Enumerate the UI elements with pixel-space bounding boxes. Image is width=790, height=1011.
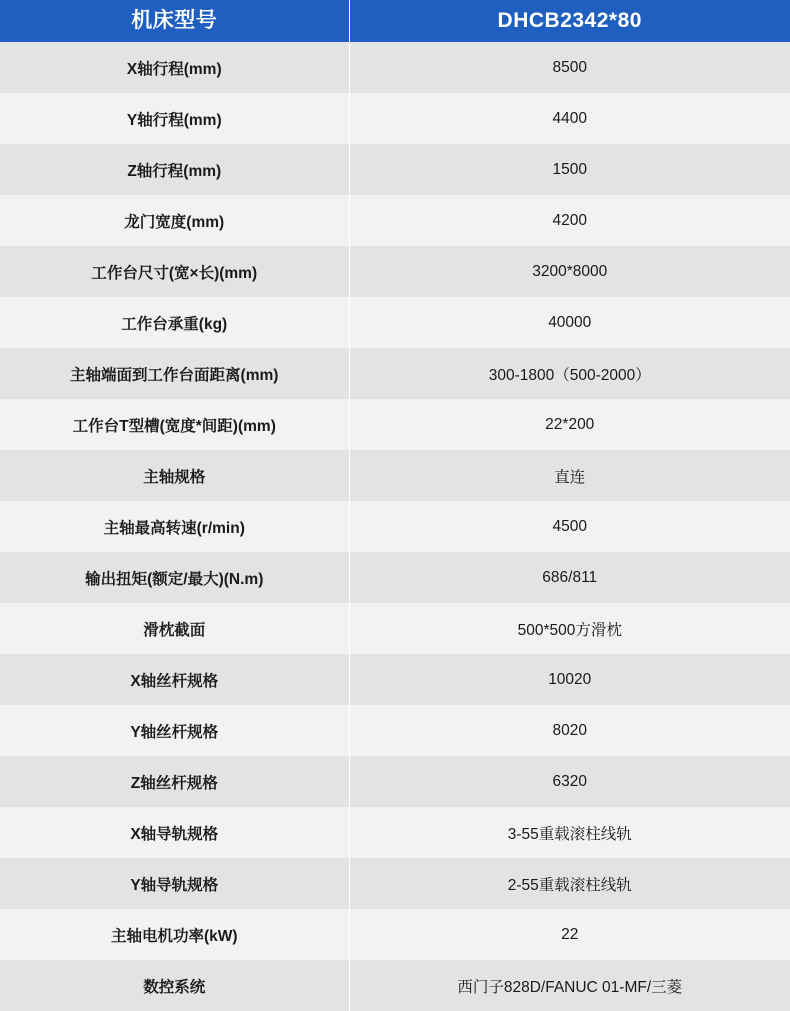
spec-value: 6320 bbox=[349, 756, 790, 807]
table-row bbox=[0, 552, 790, 603]
spec-label: X轴行程(mm) bbox=[0, 42, 349, 93]
spec-value: 10020 bbox=[349, 654, 790, 705]
table-row bbox=[0, 705, 790, 756]
spec-label: 工作台承重(kg) bbox=[0, 297, 349, 348]
spec-value: 4400 bbox=[349, 93, 790, 144]
table-row bbox=[0, 42, 790, 93]
table-row bbox=[0, 807, 790, 858]
table-row bbox=[0, 144, 790, 195]
spec-label: X轴导轨规格 bbox=[0, 807, 349, 858]
spec-label: 主轴最高转速(r/min) bbox=[0, 501, 349, 552]
table-row bbox=[0, 195, 790, 246]
spec-value: 40000 bbox=[349, 297, 790, 348]
table-row bbox=[0, 93, 790, 144]
spec-value: 300-1800（500-2000） bbox=[349, 348, 790, 399]
spec-label: Y轴行程(mm) bbox=[0, 93, 349, 144]
spec-label: 滑枕截面 bbox=[0, 603, 349, 654]
spec-label: Y轴导轨规格 bbox=[0, 858, 349, 909]
table-row bbox=[0, 501, 790, 552]
spec-value: 4500 bbox=[349, 501, 790, 552]
table-row bbox=[0, 297, 790, 348]
spec-value: 直连 bbox=[349, 450, 790, 501]
header-cell-model-value: DHCB2342*80 bbox=[349, 0, 790, 42]
table-header-row bbox=[0, 0, 790, 42]
header-cell-model-label: 机床型号 bbox=[0, 0, 349, 42]
table-row bbox=[0, 960, 790, 1011]
spec-value: 686/811 bbox=[349, 552, 790, 603]
table-row bbox=[0, 399, 790, 450]
table-row bbox=[0, 450, 790, 501]
spec-label: Z轴行程(mm) bbox=[0, 144, 349, 195]
table-row bbox=[0, 858, 790, 909]
table-row bbox=[0, 654, 790, 705]
spec-value: 3-55重载滚柱线轨 bbox=[349, 807, 790, 858]
table-header bbox=[0, 0, 790, 42]
spec-label: 工作台尺寸(宽×长)(mm) bbox=[0, 246, 349, 297]
spec-label: 工作台T型槽(宽度*间距)(mm) bbox=[0, 399, 349, 450]
table-body bbox=[0, 42, 790, 1011]
spec-label: 龙门宽度(mm) bbox=[0, 195, 349, 246]
spec-label: X轴丝杆规格 bbox=[0, 654, 349, 705]
spec-value: 1500 bbox=[349, 144, 790, 195]
table-row bbox=[0, 603, 790, 654]
spec-value: 22 bbox=[349, 909, 790, 960]
spec-value: 22*200 bbox=[349, 399, 790, 450]
spec-label: 主轴端面到工作台面距离(mm) bbox=[0, 348, 349, 399]
spec-value: 2-55重载滚柱线轨 bbox=[349, 858, 790, 909]
spec-value: 4200 bbox=[349, 195, 790, 246]
spec-label: Y轴丝杆规格 bbox=[0, 705, 349, 756]
spec-value: 西门子828D/FANUC 01-MF/三菱 bbox=[349, 960, 790, 1011]
spec-label: Z轴丝杆规格 bbox=[0, 756, 349, 807]
spec-value: 3200*8000 bbox=[349, 246, 790, 297]
spec-value: 8500 bbox=[349, 42, 790, 93]
spec-value: 500*500方滑枕 bbox=[349, 603, 790, 654]
spec-value: 8020 bbox=[349, 705, 790, 756]
spec-label: 主轴规格 bbox=[0, 450, 349, 501]
spec-label: 输出扭矩(额定/最大)(N.m) bbox=[0, 552, 349, 603]
table-row bbox=[0, 909, 790, 960]
spec-label: 数控系统 bbox=[0, 960, 349, 1011]
table-row bbox=[0, 246, 790, 297]
table-row bbox=[0, 348, 790, 399]
table-row bbox=[0, 756, 790, 807]
spec-label: 主轴电机功率(kW) bbox=[0, 909, 349, 960]
